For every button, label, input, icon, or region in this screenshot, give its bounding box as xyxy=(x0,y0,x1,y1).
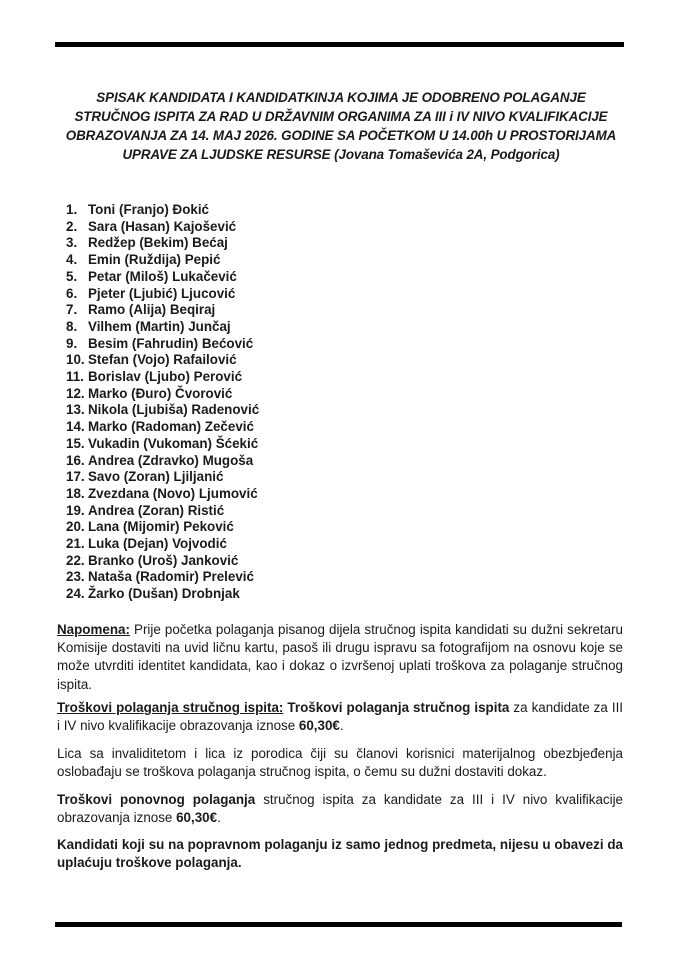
candidate-list xyxy=(66,202,259,603)
list-item xyxy=(66,336,259,353)
list-item xyxy=(66,586,259,603)
candidate-name: Marko (Đuro) Čvorović xyxy=(88,385,233,401)
candidate-name: Marko (Radoman) Zečević xyxy=(88,419,254,435)
list-item xyxy=(66,369,259,386)
candidate-name: Lana (Mijomir) Peković xyxy=(88,519,234,535)
item-number: 3. xyxy=(66,235,78,251)
candidate-name: Žarko (Dušan) Drobnjak xyxy=(88,586,240,602)
candidate-name: Nataša (Radomir) Prelević xyxy=(88,569,254,585)
item-number: 5. xyxy=(66,268,78,284)
costs-label: Troškovi polaganja stručnog ispita: xyxy=(57,700,284,715)
candidate-name: Andrea (Zoran) Ristić xyxy=(88,502,225,518)
bottom-rule xyxy=(55,922,622,927)
list-item xyxy=(66,252,259,269)
item-number: 17. xyxy=(66,469,85,485)
item-number: 23. xyxy=(66,569,85,585)
top-rule xyxy=(55,42,624,47)
item-number: 21. xyxy=(66,536,85,552)
item-number: 9. xyxy=(66,335,78,351)
candidate-name: Besim (Fahrudin) Bećović xyxy=(88,335,254,351)
exemption-paragraph: Lica sa invaliditetom i lica iz porodica čiji su članovi korisnici materijalnog obezbjeđenja oslobađaju se troškova polaganja stručnog ispita, o čemu su dužni dostaviti dokaz. xyxy=(57,746,623,780)
item-number: 15. xyxy=(66,435,85,451)
item-number: 1. xyxy=(66,202,78,217)
item-number: 19. xyxy=(66,502,85,518)
candidate-name: Emin (Ruždija) Pepić xyxy=(88,252,221,268)
list-item xyxy=(66,269,259,286)
item-number: 2. xyxy=(66,218,78,234)
list-item xyxy=(66,569,259,586)
candidate-name: Stefan (Vojo) Rafailović xyxy=(88,352,237,368)
list-item xyxy=(66,202,259,219)
note-text: Prije početka polaganja pisanog dijela stručnog ispita kandidati su dužni sekretaru Komisije dostaviti na uvid ličnu kartu, pasoš ili drugu ispravu sa fotografijom na osnovu koje se može utvrditi identitet kandidata, kao i dokaz o izvršenoj uplati troškova za polaganje stručnog ispita. xyxy=(57,622,623,692)
item-number: 16. xyxy=(66,452,85,468)
costs-paragraph xyxy=(57,699,623,735)
retake-paragraph xyxy=(57,791,623,827)
list-item xyxy=(66,219,259,236)
item-number: 13. xyxy=(66,402,85,418)
item-number: 4. xyxy=(66,252,78,268)
candidate-name: Vukadin (Vukoman) Šćekić xyxy=(88,435,259,451)
retake-amount: 60,30€ xyxy=(176,810,218,826)
note-label: Napomena: xyxy=(57,622,130,637)
candidate-name: Pjeter (Ljubić) Ljucović xyxy=(88,285,236,301)
item-number: 14. xyxy=(66,419,85,435)
candidate-name: Ramo (Alija) Beqiraj xyxy=(88,302,216,318)
candidate-name: Zvezdana (Novo) Ljumović xyxy=(88,485,258,501)
candidate-name: Redžep (Bekim) Bećaj xyxy=(88,235,228,251)
candidate-name: Vilhem (Martin) Junčaj xyxy=(88,318,231,334)
item-number: 22. xyxy=(66,552,85,568)
list-item xyxy=(66,402,259,419)
list-item xyxy=(66,486,259,503)
note-paragraph xyxy=(57,621,623,694)
list-item xyxy=(66,352,259,369)
document-title: SPISAK KANDIDATA I KANDIDATKINJA KOJIMA JE ODOBRENO POLAGANJE STRUČNOG ISPITA ZA RAD U DRŽAVNIM ORGANIMA ZA III i IV NIVO KVALIFIKACIJE OBRAZOVANJA ZA 14. MAJ 2026. GODINE SA POČETKOM U 14.00h U PROSTORIJAMA UPRAVE ZA LJUDSKE RESURSE (Jovana Tomaševića 2A, Podgorica) xyxy=(65,90,617,162)
item-number: 20. xyxy=(66,519,85,535)
candidate-name: Toni (Franjo) Đokić xyxy=(88,202,210,217)
list-item xyxy=(66,536,259,553)
list-item xyxy=(66,386,259,403)
retake-end: . xyxy=(217,810,221,826)
item-number: 8. xyxy=(66,318,78,334)
costs-text: za kandidate za III i IV nivo kvalifikacije obrazovanja iznose xyxy=(57,700,624,734)
item-number: 12. xyxy=(66,385,85,401)
list-item xyxy=(66,553,259,570)
candidate-name: Branko (Uroš) Janković xyxy=(88,552,239,568)
costs-bold-lead: Troškovi polaganja stručnog ispita xyxy=(283,700,510,715)
list-item xyxy=(66,319,259,336)
item-number: 11. xyxy=(66,369,84,385)
list-item xyxy=(66,436,259,453)
candidate-name: Sara (Hasan) Kajošević xyxy=(88,218,237,234)
candidate-name: Nikola (Ljubiša) Radenović xyxy=(88,402,260,418)
list-item xyxy=(66,235,259,252)
list-item xyxy=(66,453,259,470)
candidate-name: Borislav (Ljubo) Perović xyxy=(88,369,243,385)
list-item xyxy=(66,519,259,536)
candidate-name: Savo (Zoran) Ljiljanić xyxy=(88,469,224,485)
item-number: 7. xyxy=(66,302,78,318)
list-item xyxy=(66,286,259,303)
candidate-name: Andrea (Zdravko) Mugoša xyxy=(88,452,254,468)
candidate-name: Luka (Dejan) Vojvodić xyxy=(88,536,227,552)
list-item xyxy=(66,469,259,486)
retake-text: stručnog ispita za kandidate za III i IV nivo kvalifikacije obrazovanja iznose xyxy=(57,792,624,826)
costs-end: . xyxy=(339,718,344,734)
costs-amount: 60,30€ xyxy=(298,718,340,734)
item-number: 10. xyxy=(66,352,85,368)
list-item xyxy=(66,302,259,319)
final-note-paragraph: Kandidati koji su na popravnom polaganju iz samo jednog predmeta, nijesu u obavezi da uplaćuju troškove polaganja. xyxy=(57,837,623,871)
candidate-name: Petar (Miloš) Lukačević xyxy=(88,268,237,284)
list-item xyxy=(66,503,259,520)
list-item xyxy=(66,419,259,436)
retake-bold-lead: Troškovi ponovnog polaganja xyxy=(57,792,256,807)
item-number: 6. xyxy=(66,285,78,301)
item-number: 18. xyxy=(66,485,85,501)
item-number: 24. xyxy=(66,586,85,602)
